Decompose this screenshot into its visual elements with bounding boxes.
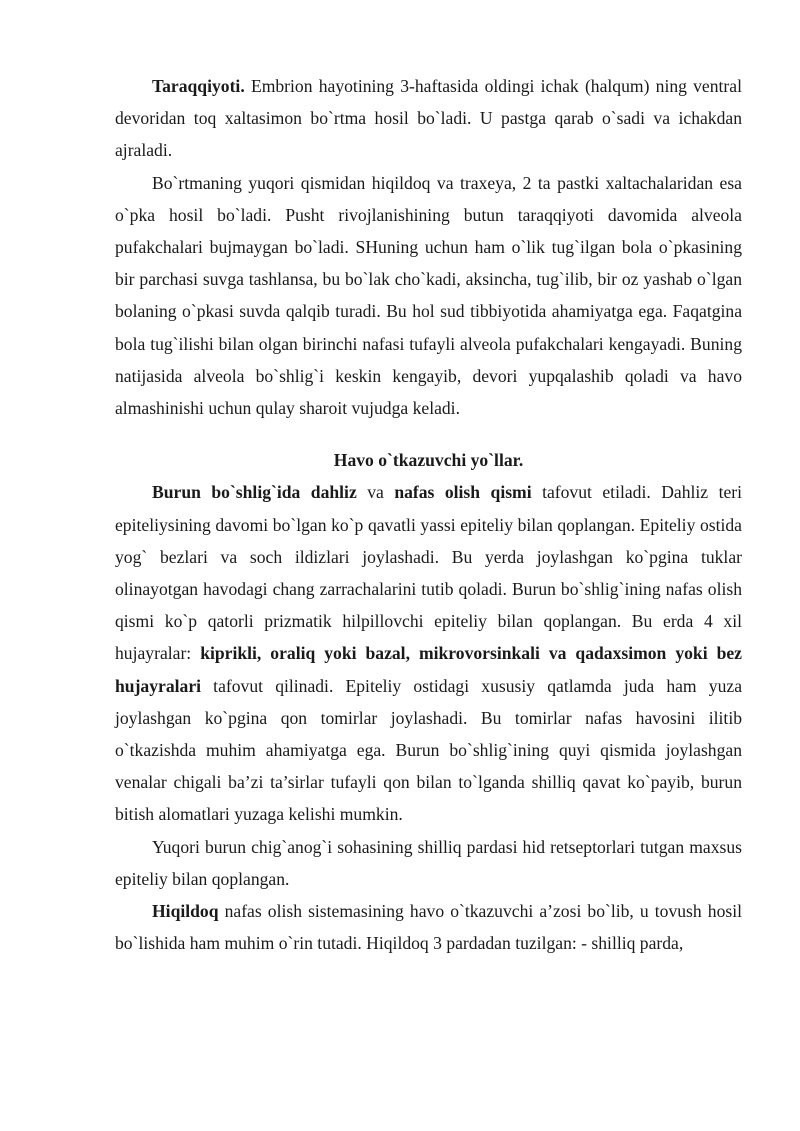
document-page (115, 70, 742, 959)
paragraph-olfactory (115, 831, 742, 895)
paragraph-lung-formation (115, 167, 742, 425)
paragraph-nasal-cavity (115, 476, 742, 830)
lead-term-development: Taraqqiyoti. (152, 76, 245, 96)
paragraph-text: Bo`rtmaning yuqori qismidan hiqildoq va traxeya, 2 ta pastki xaltachalaridan esa o`pka hosil bo`ladi. Pusht rivojlanishining butun taraqqiyoti davomida alveola pufakchalari bujmaygan bo`ladi. SHuning uchun ham o`lik tug`ilgan bola o`pkasining bir parchasi suvga tashlansa, bu bo`lak cho`kadi, aksincha, tug`ilib, bir oz yashab o`lgan bolaning o`pkasi suvda qalqib turadi. Bu hol sud tibbiyotida ahamiyatga ega. Faqatgina bola tug`ilishi bilan olgan birinchi nafasi tufayli alveola pufakchalari kengayadi. Buning natijasida alveola bo`shlig`i keskin kengayib, devori yupqalashib qoladi va havo almashinishi uchun qulay sharoit vujudga keladi. (115, 172, 742, 419)
paragraph-text: tafovut qilinadi. Epiteliy ostidagi xususiy qatlamda juda ham yuza joylashgan ko`pgina qon tomirlar joylashadi. Bu tomirlar nafas havosini ilitib o`tkazishda muhim ahamiyatga ega. Burun bo`shlig`ining quyi qismida joylashgan venalar chigali ba’zi ta’sirlar tufayli qon bilan to`lganda shilliq qavat ko`payib, burun bitish alomatlari yuzaga kelishi mumkin. (115, 675, 742, 825)
bold-term-respiratory-part: nafas olish qismi (394, 482, 532, 503)
bold-term-cell-types: kiprikli, oraliq yoki bazal, mikrovorsinkali va qadaxsimon yoki bez hujayralari (115, 643, 742, 696)
paragraph-text: Embrion hayotining 3-haftasida oldingi ichak (halqum) ning ventral devoridan toq xaltasimon bo`rtma hosil bo`ladi. U pastga qarab o`sadi va ichakdan ajraladi. (115, 76, 742, 161)
paragraph-text: Yuqori burun chig`anog`i sohasining shilliq pardasi hid retseptorlari tutgan maxsus epiteliy bilan qoplangan. (115, 836, 742, 889)
paragraph-development (115, 70, 742, 167)
paragraph-text: tafovut etiladi. Dahliz teri epiteliysining davomi bo`lgan ko`p qavatli yassi epiteliy bilan qoplangan. Epiteliy ostida yog` bezlari va soch ildizlari joylashadi. Bu yerda joylashgan ko`pgina tuklar olinayotgan havodagi chang zarrachalarini tutib qoladi. Burun bo`shlig`ining nafas olish qismi ko`p qatorli prizmatik hilpillovchi epiteliy bilan qoplangan. Bu erda 4 xil hujayralar: (115, 482, 743, 664)
section-heading: Havo o`tkazuvchi yo`llar. (333, 450, 524, 471)
paragraph-larynx (115, 895, 742, 959)
lead-term-larynx: Hiqildoq (152, 901, 219, 922)
paragraph-text: nafas olish sistemasining havo o`tkazuvchi a’zosi bo`lib, u tovush hosil bo`lishida ham muhim o`rin tutadi. Hiqildoq 3 pardadan tuzilgan: - shilliq parda, (115, 901, 742, 954)
bold-term-vestibule: Burun bo`shlig`ida dahliz (152, 482, 357, 503)
paragraph-text: va (356, 482, 395, 503)
